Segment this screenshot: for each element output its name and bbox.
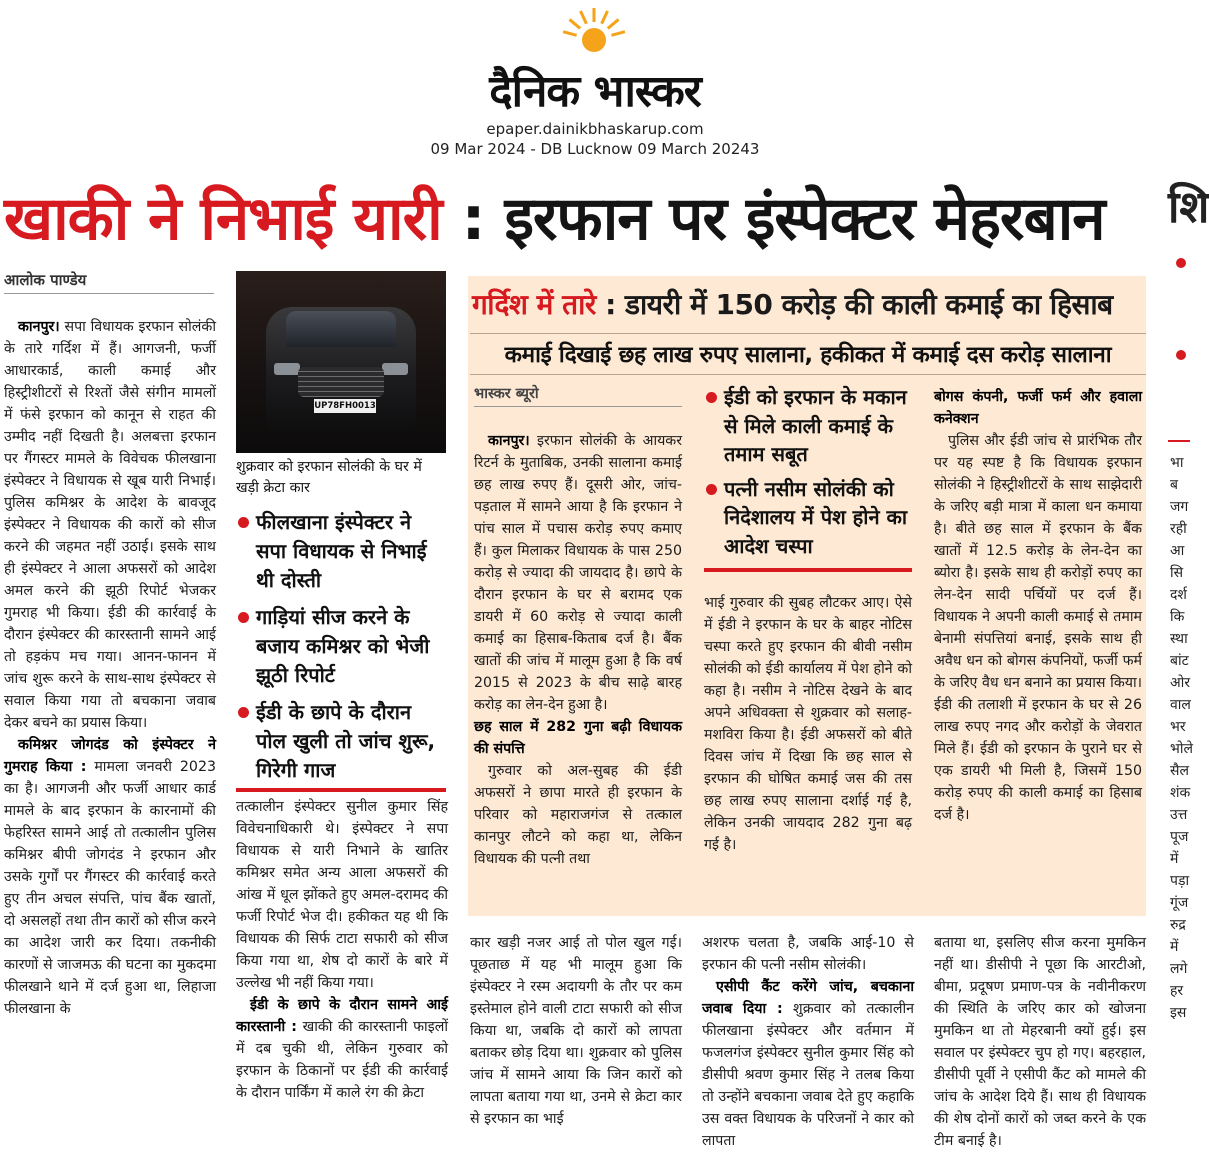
website-url[interactable]: epaper.dainikbhaskarup.com bbox=[486, 120, 704, 138]
bureau-byline: भास्कर ब्यूरो bbox=[474, 383, 682, 407]
article-column-3 bbox=[470, 932, 682, 1130]
adjacent-text-line: सि bbox=[1170, 565, 1184, 581]
headline-separator: : bbox=[441, 184, 505, 254]
adjacent-text-line: बांट bbox=[1170, 653, 1189, 669]
adjacent-bullet-dot bbox=[1176, 350, 1186, 360]
article-column-5 bbox=[934, 932, 1146, 1152]
adjacent-text-line: पूज bbox=[1170, 829, 1189, 845]
photo-caption: शुक्रवार को इरफान सोलंकी के घर में खड़ी क्रेटा कार bbox=[236, 459, 422, 496]
bullet-item: पत्नी नसीम सोलंकी को निदेशालय में पेश होने का आदेश चस्पा bbox=[706, 475, 912, 561]
article-paragraph: भाई गुरुवार की सुबह लौटकर आए। ऐसे में ईडी ने इरफान के घर के बाहर नोटिस चस्पा करते हुए इरफान की बीवी नसीम सोलंकी को ईडी कार्यालय में पेश होने को कहा है। नसीम ने नोटिस देखने के बाद अपने अधिवक्ता से शुक्रवार को सलाह-मशविरा किया है। ईडी अफसरों को बीते दिवस जांच में दिखा कि छह साल से इरफान की घोषित कमाई जस की तस छह लाख रुपए सालाना दर्शाई गई है, लेकिन उनकी जायदाद 282 गुना बढ़ गई है। bbox=[704, 595, 912, 853]
box-title: डायरी में 150 करोड़ की काली कमाई का हिसाब bbox=[625, 288, 1113, 321]
adjacent-text-line: लगे bbox=[1170, 961, 1188, 977]
adjacent-text-line: सैल bbox=[1170, 763, 1189, 779]
license-plate: UP78FH0013 bbox=[314, 401, 376, 411]
box-headline: गर्दिश में तारे : डायरी में 150 करोड़ की काली कमाई का हिसाब bbox=[472, 288, 1113, 321]
article-paragraph: ईडी के छापे के दौरान सामने आई कारस्तानी : खाकी की कारस्तानी फाइलों में दब चुकी थी, लेकिन गुरुवार को इरफान के ठिकानों पर ईडी की कार्रवाई के दौरान पार्किंग में काले रंग की क्रेटा bbox=[236, 997, 448, 1101]
box-kicker: गर्दिश में तारे bbox=[472, 288, 596, 321]
adjacent-text-line: रुद्र bbox=[1170, 917, 1186, 933]
article-paragraph: कमिश्नर जोगदंड को इंस्पेक्टर ने गुमराह किया : मामला जनवरी 2023 का है। आगजनी और फर्जी आधार कार्ड मामले के बाद इरफान के कारनामों की फेहरिस्त सामने आई तो तत्कालीन पुलिस कमिश्नर बीपी जोगदंड ने इरफान और उसके गुर्गों पर गैंगस्टर की कार्रवाई करते हुए तीन अचल संपत्ति, पांच बैंक खातों, दो असलहों तथा तीन कारों को सीज करने का आदेश जारी कर दिया। तकनीकी कारणों से जाजमऊ की घटना का मुकदमा फीलखाने थाने में दर्ज हुआ था, लिहाजा फीलखाना के bbox=[4, 737, 216, 1017]
edition-dateline: 09 Mar 2024 - DB Lucknow 09 March 20243 bbox=[430, 140, 760, 158]
adjacent-text-line: भर bbox=[1170, 719, 1186, 735]
adjacent-text-line: ब bbox=[1170, 477, 1178, 493]
adjacent-text-line: में bbox=[1170, 851, 1179, 867]
subheading: बोगस कंपनी, फर्जी फर्म और हवाला कनेक्शन bbox=[934, 389, 1142, 427]
adjacent-text-line: शंक bbox=[1170, 785, 1191, 801]
article-paragraph: अशरफ चलता है, जबकि आई-10 से इरफान की पत्नी नसीम सोलंकी। bbox=[702, 935, 914, 973]
adjacent-text-line: आ bbox=[1170, 543, 1185, 559]
adjacent-text-line: भा bbox=[1170, 455, 1184, 471]
article-paragraph: कार खड़ी नजर आई तो पोल खुल गई। पूछताछ में यह भी मालूम हुआ कि इंस्पेक्टर ने रस्म अदायगी के तौर पर कम इस्तेमाल होने वाली टाटा सफारी को सीज किया था, जबकि दो कारों को लापता बताकर छोड़ दिया था। शुक्रवार को पुलिस जांच में सामने आया कि जिन कारों को लापता बताया गया था, उनमे से क्रेटा कार से इरफान का भाई bbox=[470, 935, 682, 1127]
adjacent-text-line: कि bbox=[1170, 609, 1185, 625]
adjacent-text-line: गूंज bbox=[1170, 895, 1189, 911]
adjacent-text-line: ओर bbox=[1170, 675, 1191, 691]
article-paragraph: पुलिस और ईडी जांच से प्रारंभिक तौर पर यह स्पष्ट है कि विधायक इरफान सोलंकी ने हिस्ट्रीशीटरों के साथ साझेदारी के जरिए बड़ी मात्रा में काला धन कमाया है। बीते छह साल में इरफान के बैंक खातों में 12.5 करोड़ के लेन-देन का ब्योरा है। इसके साथ ही करोड़ों रुपए का लेन-देन सादी पर्चियों पर दर्ज हैं। विधायक ने अपनी काली कमाई से तमाम बेनामी संपत्तियां बनाई, इसके साथ ही अवैध धन को बोगस कंपनियों, फर्जी फर्म के जरिए वैध धन बनाने का प्रयास किया। ईडी की तलाशी में इरफान के घर से 26 लाख रुपए नगद और करोड़ों के जेवरात मिले हैं। ईडी को इरफान के पुराने घर से एक डायरी भी मिली है, जिसमें 150 करोड़ रुपए की काली कमाई का हिसाब दर्ज है। bbox=[934, 433, 1142, 823]
bullet-dot-icon bbox=[238, 517, 249, 528]
adjacent-text-line: जग bbox=[1170, 499, 1189, 515]
headline-part1: खाकी ने निभाई यारी bbox=[4, 184, 442, 254]
box-deck: कमाई दिखाई छह लाख रुपए सालाना, हकीकत में कमाई दस करोड़ सालाना bbox=[504, 342, 1112, 368]
adjacent-text-line: हर bbox=[1170, 983, 1184, 999]
subheading: एसीपी कैंट करेंगे जांच, बचकाना जवाब दिया : bbox=[702, 979, 914, 1017]
adjacent-text-line: इस bbox=[1170, 1005, 1187, 1021]
highlight-bullets bbox=[238, 508, 448, 793]
adjacent-story-text bbox=[1170, 452, 1193, 1024]
adjacent-text-line: वाल bbox=[1170, 697, 1191, 713]
article-paragraph: एसीपी कैंट करेंगे जांच, बचकाना जवाब दिया : शुक्रवार को तत्कालीन फीलखाना इंस्पेक्टर और वर्तमान में फजलगंज इंस्पेक्टर सुनील कुमार सिंह को डीसीपी श्रवण कुमार सिंह ने तलब किया तो उन्होंने बचकाना जवाब देते हुए कहाकि उस वक्त विधायक के परिजनों ने कार को लापता bbox=[702, 979, 915, 1149]
adjacent-text-line: भोले bbox=[1170, 741, 1193, 757]
adjacent-text-line: दर्श bbox=[1170, 587, 1187, 603]
article-column-4 bbox=[702, 932, 914, 1152]
adjacent-text-line: पड़ा bbox=[1170, 873, 1190, 889]
red-divider bbox=[704, 568, 912, 572]
adjacent-text-line: में bbox=[1170, 939, 1179, 955]
bullet-item: फीलखाना इंस्पेक्टर ने सपा विधायक से निभाई थी दोस्ती bbox=[238, 508, 448, 595]
article-column-1 bbox=[4, 316, 216, 1020]
adjacent-bullet-dot bbox=[1176, 258, 1186, 268]
article-column-2 bbox=[236, 796, 448, 1104]
car-photo bbox=[236, 271, 446, 453]
box-highlight-bullets bbox=[706, 383, 912, 566]
newspaper-logo: दैनिक भास्कर bbox=[489, 66, 701, 117]
bullet-dot-icon bbox=[238, 707, 249, 718]
box-rule bbox=[470, 333, 1146, 334]
subheading: ईडी के छापे के दौरान सामने आई कारस्तानी : bbox=[236, 997, 448, 1035]
article-paragraph: तत्कालीन इंस्पेक्टर सुनील कुमार सिंह विवेचनाधिकारी थे। इंस्पेक्टर ने सपा विधायक से यारी निभाने के खातिर कमिश्नर समेत अन्य आला अफसरों की आंख में धूल झोंकते हुए अमल-दरामद की फर्जी रिपोर्ट भेज दी। हकीकत यह थी कि विधायक की सिर्फ टाटा सफारी को सीज किया गया था, शेष दो कारों के बारे में उल्लेख भी नहीं किया गया। bbox=[236, 799, 448, 991]
subheading: कमिश्नर जोगदंड को इंस्पेक्टर ने गुमराह किया : bbox=[4, 737, 216, 775]
main-headline bbox=[4, 178, 1154, 260]
bullet-item: गाड़ियां सीज करने के बजाय कमिश्नर को भेजी झूठी रिपोर्ट bbox=[238, 603, 448, 690]
box-column-3 bbox=[934, 386, 1142, 826]
dateline-city: कानपुर। bbox=[488, 433, 530, 449]
adjacent-divider bbox=[1168, 440, 1190, 442]
bullet-dot-icon bbox=[238, 612, 249, 623]
dateline-city: कानपुर। bbox=[18, 319, 60, 335]
box-column-2 bbox=[704, 592, 912, 856]
headline-part2: इरफान पर इंस्पेक्टर मेहरबान bbox=[504, 184, 1105, 254]
article-paragraph: कानपुर। सपा विधायक इरफान सोलंकी के तारे गर्दिश में हैं। आगजनी, फर्जी आधारकार्ड, काली कमाई और हिस्ट्रीशीटरों से रिश्तों जैसे संगीन मामलों में फंसे इरफान को कानून से राहत की उम्मीद नहीं दिखती है। अलबत्ता इरफान पर गैंगस्टर मामले के विवेचक फीलखाना इंस्पेक्टर ने विधायक से खूब यारी निभाई। पुलिस कमिश्नर के आदेश के बावजूद इंस्पेक्टर ने विधायक की कारों को सीज करने की जहमत नहीं उठाई। इसके साथ ही इंस्पेक्टर ने आला अफसरों को आदेश अमल करने की झूठी रिपोर्ट भेजकर गुमराह भी किया। ईडी की कार्रवाई के दौरान इंस्पेक्टर की कारस्तानी सामने आई तो हड़कंप मच गया। आनन-फानन में जांच शुरू करने के साथ-साथ इंस्पेक्टर से सवाल किया गया तो बचकाना जवाब देकर बचने का प्रयास किया। bbox=[4, 319, 216, 731]
bullet-item: ईडी को इरफान के मकान से मिले काली कमाई के तमाम सबूत bbox=[706, 383, 912, 469]
article-paragraph: कानपुर। इरफान सोलंकी के आयकर रिटर्न के मुताबिक, उनकी सालाना कमाई छह लाख रुपए हैं। दूसरी ओर, जांच-पड़ताल में सामने आया है कि इरफान ने पांच साल में पचास करोड़ रुपए कमाए हैं। कुल मिलाकर विधायक के पास 250 करोड़ से ज्यादा की जायदाद है। छापे के दौरान इरफान के घर से बरामद एक डायरी में 60 करोड़ से ज्यादा काली कमाई का हिसाब-किताब दर्ज है। बैंक खातों की जांच में मालूम हुआ है कि वर्ष 2015 से 2023 के बीच साढ़े बारह करोड़ का लेन-देन हुआ है। bbox=[474, 433, 682, 713]
sun-logo-icon bbox=[566, 6, 622, 62]
adjacent-text-line: स्था bbox=[1170, 631, 1188, 647]
article-paragraph: बताया था, इसलिए सीज करना मुमकिन नहीं था। डीसीपी ने पूछा कि आरटीओ, बीमा, प्रदूषण प्रमाण-पत्र के नवीनीकरण की स्थिति के जरिए कार को खोजना मुमकिन था तो मेहरबानी क्यों हुई। इस सवाल पर इंस्पेक्टर चुप हो गए। बहरहाल, डीसीपी पूर्वी ने एसीपी कैंट को मामले की जांच के आदेश दिये हैं। साथ ही विधायक की शेष दोनों कारों को जब्त करने के एक टीम बनाई है। bbox=[934, 935, 1146, 1149]
box-column-1 bbox=[474, 430, 682, 870]
box-rule bbox=[470, 374, 1146, 375]
byline: आलोक पाण्डेय bbox=[4, 270, 214, 294]
bullet-dot-icon bbox=[706, 392, 717, 403]
red-divider bbox=[236, 788, 446, 792]
bullet-dot-icon bbox=[706, 484, 717, 495]
subheading: छह साल में 282 गुना बढ़ी विधायक की संपत्ति bbox=[474, 719, 682, 757]
bullet-item: ईडी के छापे के दौरान पोल खुली तो जांच शुरू, गिरेगी गाज bbox=[238, 698, 448, 785]
adjacent-story-head: शि bbox=[1168, 182, 1209, 233]
adjacent-text-line: उत्त bbox=[1170, 807, 1188, 823]
adjacent-text-line: रही bbox=[1170, 521, 1187, 537]
article-paragraph: गुरुवार को अल-सुबह की ईडी अफसरों ने छापा मारते ही इरफान के परिवार को महाराजगंज से तत्काल कानपुर लौटने को कहा था, लेकिन विधायक की पत्नी तथा bbox=[474, 763, 682, 867]
